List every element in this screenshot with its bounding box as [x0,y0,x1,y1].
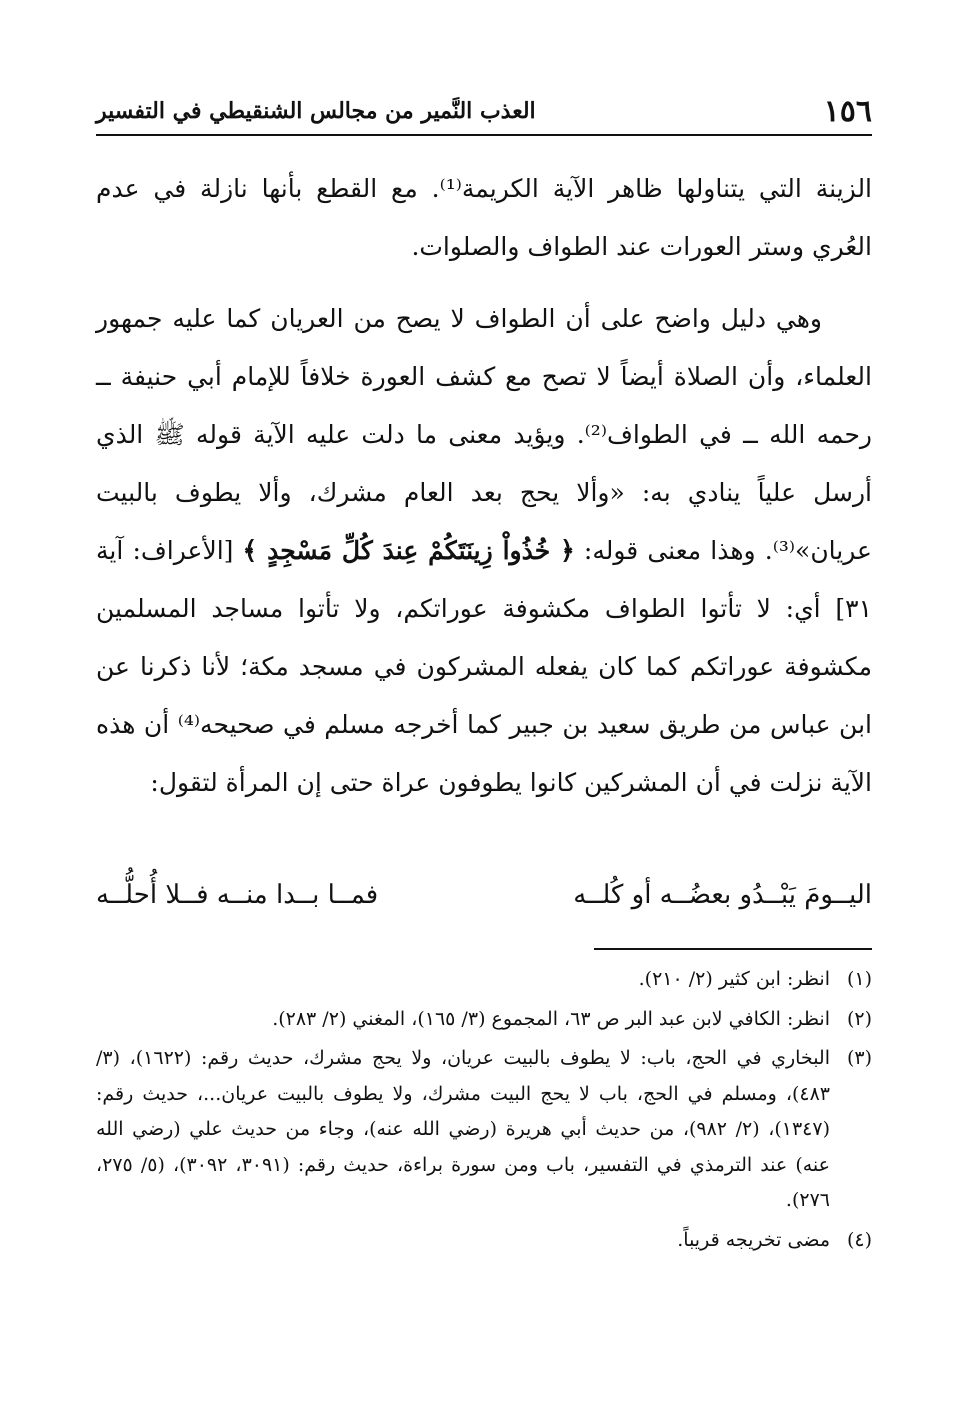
footnote-text: مضى تخريجه قريباً. [677,1228,830,1251]
quran-verse: ﴿ خُذُواْ زِينَتَكُمْ عِندَ كُلِّ مَسْجِدٍ ﴾ [242,536,575,565]
footnote-text: البخاري في الحج، باب: لا يطوف بالبيت عريان، ولا يحج مشرك، حديث رقم: (١٦٢٢)، (٣/ ٤٨٣)، ومسلم في الحج، باب لا يحج البيت مشرك، ولا يطوف بالبيت عريان...، حديث رقم: (١٣٤٧)، (٢/ ٩٨٢)، من حديث أبي هريرة (رضي الله عنه)، وجاء من حديث علي (رضي الله عنه) عند الترمذي في التفسير، باب ومن سورة براءة، حديث رقم: (٣٠٩١، ٣٠٩٢)، (٥/ ٢٧٥، ٢٧٦). [96,1047,831,1211]
footnote-number: (١) [846,968,872,990]
running-title: العذب النَّمير من مجالس الشنقيطي في التفسير [96,98,536,124]
footnote-number: (٤) [846,1228,872,1251]
poem-verse [96,880,872,930]
main-text [96,160,872,812]
footnote-separator [594,948,872,950]
footnotes [96,962,872,1262]
page-number: ١٥٦ [823,94,872,129]
paragraph-2-part-1: وهي دليل واضح على أن الطواف لا يصح من العريان كما عليه جمهور العلماء، وأن الصلاة أيضاً لا تصح مع كشف العورة خلافاً للإمام أبي حنيفة ــ رحمه الله ــ في الطواف⁽²⁾. ويؤيد معنى ما دلت عليه الآية قوله ﷺ الذي أرسل علياً ينادي به: «وألا يحج بعد العام مشرك، وألا يطوف بالبيت عريان»⁽³⁾. وهذا معنى قوله: [96,304,872,565]
paragraph-2-part-2: [الأعراف: آية ٣١] أي: لا تأتوا الطواف مكشوفة عوراتكم، ولا تأتوا مساجد المسلمين مكشوفة عوراتكم كما كان يفعله المشركون في مسجد مكة؛ لأنا ذكرنا عن ابن عباس من طريق سعيد بن جبير كما أخرجه مسلم في صحيحه⁽⁴⁾ أن هذه الآية نزلت في أن المشركين كانوا يطوفون عراة حتى إن المرأة لتقول: [96,536,872,797]
paragraph-2 [96,290,872,812]
footnote-3 [96,1041,872,1219]
footnote-number: (٣) [846,1047,872,1069]
footnote-number: (٢) [846,1007,872,1030]
footnote-4 [96,1223,872,1259]
page-header [96,94,872,136]
footnote-2 [96,1002,872,1038]
poem-hemistich-1: اليــومَ يَبْــدُو بعضُــه أو كُلــه [573,880,872,910]
footnote-text: انظر: الكافي لابن عبد البر ص ٦٣، المجموع (٣/ ١٦٥)، المغني (٢/ ٢٨٣). [272,1007,830,1030]
paragraph-1: الزينة التي يتناولها ظاهر الآية الكريمة⁽¹⁾. مع القطع بأنها نازلة في عدم العُري وستر العورات عند الطواف والصلوات. [96,174,873,261]
footnote-1 [96,962,872,998]
footnote-text: انظر: ابن كثير (٢/ ٢١٠). [638,968,830,990]
poem-hemistich-2: فمــا بــدا منــه فــلا أُحلُّــه [96,880,379,910]
